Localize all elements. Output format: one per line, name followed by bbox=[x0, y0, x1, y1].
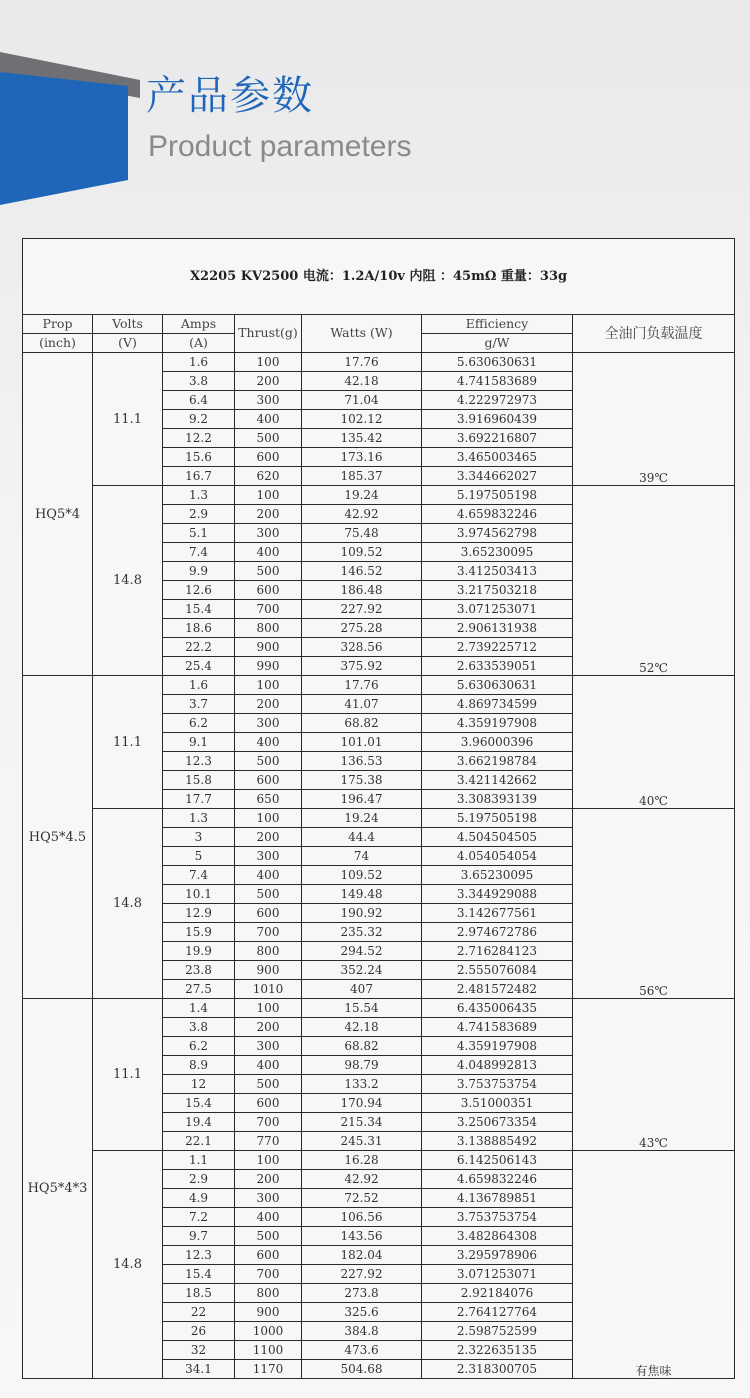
thrust-cell: 500 bbox=[235, 885, 302, 904]
thrust-cell: 200 bbox=[235, 505, 302, 524]
thrust-cell: 600 bbox=[235, 771, 302, 790]
efficiency-cell: 2.598752599 bbox=[422, 1322, 573, 1341]
thrust-cell: 200 bbox=[235, 828, 302, 847]
watts-cell: 109.52 bbox=[302, 866, 422, 885]
watts-cell: 185.37 bbox=[302, 467, 422, 486]
amps-cell: 19.9 bbox=[163, 942, 235, 961]
col-header-watts: Watts (W) bbox=[302, 315, 422, 353]
thrust-cell: 300 bbox=[235, 847, 302, 866]
efficiency-cell: 3.692216807 bbox=[422, 429, 573, 448]
watts-cell: 42.92 bbox=[302, 1170, 422, 1189]
efficiency-cell: 3.974562798 bbox=[422, 524, 573, 543]
temperature-cell: 有焦味 bbox=[573, 1151, 735, 1379]
thrust-cell: 100 bbox=[235, 999, 302, 1018]
watts-cell: 102.12 bbox=[302, 410, 422, 429]
watts-cell: 98.79 bbox=[302, 1056, 422, 1075]
thrust-cell: 300 bbox=[235, 714, 302, 733]
amps-cell: 18.6 bbox=[163, 619, 235, 638]
thrust-cell: 400 bbox=[235, 733, 302, 752]
watts-cell: 74 bbox=[302, 847, 422, 866]
efficiency-cell: 4.136789851 bbox=[422, 1189, 573, 1208]
efficiency-cell: 3.071253071 bbox=[422, 1265, 573, 1284]
thrust-cell: 400 bbox=[235, 866, 302, 885]
watts-cell: 235.32 bbox=[302, 923, 422, 942]
watts-cell: 146.52 bbox=[302, 562, 422, 581]
amps-cell: 22 bbox=[163, 1303, 235, 1322]
watts-cell: 143.56 bbox=[302, 1227, 422, 1246]
volts-cell: 14.8 bbox=[93, 486, 163, 676]
col-header-amps-unit: (A) bbox=[163, 334, 235, 353]
watts-cell: 109.52 bbox=[302, 543, 422, 562]
efficiency-cell: 2.92184076 bbox=[422, 1284, 573, 1303]
efficiency-cell: 3.96000396 bbox=[422, 733, 573, 752]
col-header-prop: Prop bbox=[23, 315, 93, 334]
watts-cell: 227.92 bbox=[302, 600, 422, 619]
table-row bbox=[23, 353, 735, 372]
watts-cell: 384.8 bbox=[302, 1322, 422, 1341]
efficiency-cell: 3.65230095 bbox=[422, 866, 573, 885]
thrust-cell: 1100 bbox=[235, 1341, 302, 1360]
thrust-cell: 100 bbox=[235, 809, 302, 828]
thrust-cell: 200 bbox=[235, 695, 302, 714]
header-decoration bbox=[0, 0, 140, 210]
thrust-cell: 900 bbox=[235, 1303, 302, 1322]
volts-cell: 11.1 bbox=[93, 353, 163, 486]
thrust-cell: 100 bbox=[235, 1151, 302, 1170]
amps-cell: 2.9 bbox=[163, 1170, 235, 1189]
watts-cell: 294.52 bbox=[302, 942, 422, 961]
motor-spec-line: X2205 KV2500 电流：1.2A/10v 内阻 ：45mΩ 重量：33g bbox=[23, 239, 735, 315]
watts-cell: 68.82 bbox=[302, 1037, 422, 1056]
thrust-cell: 400 bbox=[235, 410, 302, 429]
temperature-cell: 43℃ bbox=[573, 999, 735, 1151]
amps-cell: 23.8 bbox=[163, 961, 235, 980]
amps-cell: 18.5 bbox=[163, 1284, 235, 1303]
efficiency-cell: 4.659832246 bbox=[422, 1170, 573, 1189]
amps-cell: 3.8 bbox=[163, 1018, 235, 1037]
thrust-cell: 700 bbox=[235, 600, 302, 619]
thrust-cell: 800 bbox=[235, 1284, 302, 1303]
efficiency-cell: 5.197505198 bbox=[422, 809, 573, 828]
efficiency-cell: 2.633539051 bbox=[422, 657, 573, 676]
amps-cell: 3.7 bbox=[163, 695, 235, 714]
watts-cell: 135.42 bbox=[302, 429, 422, 448]
efficiency-cell: 3.753753754 bbox=[422, 1075, 573, 1094]
watts-cell: 17.76 bbox=[302, 353, 422, 372]
thrust-cell: 400 bbox=[235, 1056, 302, 1075]
watts-cell: 227.92 bbox=[302, 1265, 422, 1284]
efficiency-cell: 3.217503218 bbox=[422, 581, 573, 600]
efficiency-cell: 4.222972973 bbox=[422, 391, 573, 410]
efficiency-cell: 3.295978906 bbox=[422, 1246, 573, 1265]
efficiency-cell: 4.659832246 bbox=[422, 505, 573, 524]
efficiency-cell: 4.741583689 bbox=[422, 1018, 573, 1037]
watts-cell: 42.18 bbox=[302, 1018, 422, 1037]
thrust-cell: 300 bbox=[235, 391, 302, 410]
thrust-cell: 1170 bbox=[235, 1360, 302, 1379]
efficiency-cell: 4.359197908 bbox=[422, 1037, 573, 1056]
temperature-cell: 40℃ bbox=[573, 676, 735, 809]
thrust-cell: 1000 bbox=[235, 1322, 302, 1341]
efficiency-cell: 3.51000351 bbox=[422, 1094, 573, 1113]
watts-cell: 68.82 bbox=[302, 714, 422, 733]
watts-cell: 182.04 bbox=[302, 1246, 422, 1265]
thrust-cell: 100 bbox=[235, 676, 302, 695]
watts-cell: 407 bbox=[302, 980, 422, 999]
table-row bbox=[23, 1151, 735, 1170]
col-header-prop-unit: (inch) bbox=[23, 334, 93, 353]
thrust-cell: 400 bbox=[235, 543, 302, 562]
thrust-cell: 600 bbox=[235, 904, 302, 923]
amps-cell: 25.4 bbox=[163, 657, 235, 676]
amps-cell: 17.7 bbox=[163, 790, 235, 809]
thrust-cell: 200 bbox=[235, 372, 302, 391]
efficiency-cell: 3.138885492 bbox=[422, 1132, 573, 1151]
temperature-cell: 56℃ bbox=[573, 809, 735, 999]
efficiency-cell: 4.869734599 bbox=[422, 695, 573, 714]
efficiency-cell: 3.344929088 bbox=[422, 885, 573, 904]
efficiency-cell: 4.054054054 bbox=[422, 847, 573, 866]
thrust-cell: 1010 bbox=[235, 980, 302, 999]
amps-cell: 7.4 bbox=[163, 866, 235, 885]
amps-cell: 9.2 bbox=[163, 410, 235, 429]
thrust-cell: 300 bbox=[235, 1037, 302, 1056]
amps-cell: 15.9 bbox=[163, 923, 235, 942]
watts-cell: 101.01 bbox=[302, 733, 422, 752]
watts-cell: 170.94 bbox=[302, 1094, 422, 1113]
thrust-cell: 500 bbox=[235, 1227, 302, 1246]
parameters-table bbox=[22, 238, 735, 1379]
efficiency-cell: 3.071253071 bbox=[422, 600, 573, 619]
thrust-cell: 500 bbox=[235, 1075, 302, 1094]
amps-cell: 8.9 bbox=[163, 1056, 235, 1075]
temperature-cell: 39℃ bbox=[573, 353, 735, 486]
thrust-cell: 620 bbox=[235, 467, 302, 486]
thrust-cell: 200 bbox=[235, 1170, 302, 1189]
thrust-cell: 200 bbox=[235, 1018, 302, 1037]
table-row bbox=[23, 999, 735, 1018]
efficiency-cell: 6.435006435 bbox=[422, 999, 573, 1018]
efficiency-cell: 5.630630631 bbox=[422, 353, 573, 372]
watts-cell: 19.24 bbox=[302, 809, 422, 828]
efficiency-cell: 3.753753754 bbox=[422, 1208, 573, 1227]
amps-cell: 2.9 bbox=[163, 505, 235, 524]
efficiency-cell: 3.250673354 bbox=[422, 1113, 573, 1132]
efficiency-cell: 4.359197908 bbox=[422, 714, 573, 733]
amps-cell: 1.1 bbox=[163, 1151, 235, 1170]
watts-cell: 106.56 bbox=[302, 1208, 422, 1227]
amps-cell: 1.3 bbox=[163, 486, 235, 505]
amps-cell: 12.3 bbox=[163, 752, 235, 771]
efficiency-cell: 5.197505198 bbox=[422, 486, 573, 505]
thrust-cell: 800 bbox=[235, 942, 302, 961]
watts-cell: 328.56 bbox=[302, 638, 422, 657]
amps-cell: 19.4 bbox=[163, 1113, 235, 1132]
thrust-cell: 700 bbox=[235, 1113, 302, 1132]
thrust-cell: 770 bbox=[235, 1132, 302, 1151]
thrust-cell: 300 bbox=[235, 1189, 302, 1208]
watts-cell: 42.92 bbox=[302, 505, 422, 524]
table-row bbox=[23, 676, 735, 695]
efficiency-cell: 3.142677561 bbox=[422, 904, 573, 923]
thrust-cell: 900 bbox=[235, 638, 302, 657]
amps-cell: 1.4 bbox=[163, 999, 235, 1018]
watts-cell: 75.48 bbox=[302, 524, 422, 543]
amps-cell: 22.1 bbox=[163, 1132, 235, 1151]
watts-cell: 72.52 bbox=[302, 1189, 422, 1208]
watts-cell: 44.4 bbox=[302, 828, 422, 847]
amps-cell: 6.2 bbox=[163, 714, 235, 733]
volts-cell: 14.8 bbox=[93, 809, 163, 999]
thrust-cell: 400 bbox=[235, 1208, 302, 1227]
watts-cell: 473.6 bbox=[302, 1341, 422, 1360]
thrust-cell: 100 bbox=[235, 353, 302, 372]
col-header-amps: Amps bbox=[163, 315, 235, 334]
amps-cell: 15.8 bbox=[163, 771, 235, 790]
watts-cell: 133.2 bbox=[302, 1075, 422, 1094]
amps-cell: 10.1 bbox=[163, 885, 235, 904]
watts-cell: 275.28 bbox=[302, 619, 422, 638]
prop-name-cell: HQ5*4 bbox=[23, 353, 93, 676]
watts-cell: 273.8 bbox=[302, 1284, 422, 1303]
thrust-cell: 600 bbox=[235, 448, 302, 467]
col-header-volts: Volts bbox=[93, 315, 163, 334]
amps-cell: 12.2 bbox=[163, 429, 235, 448]
amps-cell: 5 bbox=[163, 847, 235, 866]
efficiency-cell: 5.630630631 bbox=[422, 676, 573, 695]
efficiency-cell: 2.318300705 bbox=[422, 1360, 573, 1379]
amps-cell: 12.9 bbox=[163, 904, 235, 923]
efficiency-cell: 3.308393139 bbox=[422, 790, 573, 809]
amps-cell: 15.6 bbox=[163, 448, 235, 467]
page-title-cn: 产品参数 bbox=[146, 73, 314, 119]
watts-cell: 196.47 bbox=[302, 790, 422, 809]
watts-cell: 352.24 bbox=[302, 961, 422, 980]
efficiency-cell: 2.906131938 bbox=[422, 619, 573, 638]
amps-cell: 27.5 bbox=[163, 980, 235, 999]
efficiency-cell: 3.482864308 bbox=[422, 1227, 573, 1246]
efficiency-cell: 4.504504505 bbox=[422, 828, 573, 847]
watts-cell: 42.18 bbox=[302, 372, 422, 391]
thrust-cell: 600 bbox=[235, 1094, 302, 1113]
amps-cell: 1.3 bbox=[163, 809, 235, 828]
thrust-cell: 100 bbox=[235, 486, 302, 505]
efficiency-cell: 3.662198784 bbox=[422, 752, 573, 771]
watts-cell: 136.53 bbox=[302, 752, 422, 771]
amps-cell: 9.1 bbox=[163, 733, 235, 752]
volts-cell: 11.1 bbox=[93, 676, 163, 809]
amps-cell: 3 bbox=[163, 828, 235, 847]
col-header-efficiency-unit: g/W bbox=[422, 334, 573, 353]
watts-cell: 504.68 bbox=[302, 1360, 422, 1379]
amps-cell: 7.4 bbox=[163, 543, 235, 562]
page-title-en: Product parameters bbox=[148, 130, 412, 163]
col-header-volts-unit: (V) bbox=[93, 334, 163, 353]
efficiency-cell: 3.421142662 bbox=[422, 771, 573, 790]
thrust-cell: 300 bbox=[235, 524, 302, 543]
efficiency-cell: 6.142506143 bbox=[422, 1151, 573, 1170]
amps-cell: 22.2 bbox=[163, 638, 235, 657]
amps-cell: 12.6 bbox=[163, 581, 235, 600]
thrust-cell: 650 bbox=[235, 790, 302, 809]
efficiency-cell: 3.344662027 bbox=[422, 467, 573, 486]
table-row bbox=[23, 486, 735, 505]
amps-cell: 9.9 bbox=[163, 562, 235, 581]
watts-cell: 190.92 bbox=[302, 904, 422, 923]
col-header-temperature: 全油门负载温度 bbox=[573, 315, 735, 353]
watts-cell: 245.31 bbox=[302, 1132, 422, 1151]
thrust-cell: 900 bbox=[235, 961, 302, 980]
watts-cell: 71.04 bbox=[302, 391, 422, 410]
watts-cell: 41.07 bbox=[302, 695, 422, 714]
amps-cell: 6.2 bbox=[163, 1037, 235, 1056]
watts-cell: 16.28 bbox=[302, 1151, 422, 1170]
watts-cell: 325.6 bbox=[302, 1303, 422, 1322]
watts-cell: 17.76 bbox=[302, 676, 422, 695]
prop-name-cell: HQ5*4*3 bbox=[23, 999, 93, 1379]
thrust-cell: 500 bbox=[235, 562, 302, 581]
watts-cell: 15.54 bbox=[302, 999, 422, 1018]
prop-name-cell: HQ5*4.5 bbox=[23, 676, 93, 999]
watts-cell: 186.48 bbox=[302, 581, 422, 600]
thrust-cell: 700 bbox=[235, 923, 302, 942]
col-header-thrust: Thrust(g) bbox=[235, 315, 302, 353]
efficiency-cell: 2.716284123 bbox=[422, 942, 573, 961]
thrust-cell: 500 bbox=[235, 752, 302, 771]
watts-cell: 173.16 bbox=[302, 448, 422, 467]
amps-cell: 5.1 bbox=[163, 524, 235, 543]
amps-cell: 1.6 bbox=[163, 353, 235, 372]
efficiency-cell: 2.555076084 bbox=[422, 961, 573, 980]
efficiency-cell: 2.974672786 bbox=[422, 923, 573, 942]
thrust-cell: 600 bbox=[235, 581, 302, 600]
thrust-cell: 500 bbox=[235, 429, 302, 448]
thrust-cell: 700 bbox=[235, 1265, 302, 1284]
amps-cell: 15.4 bbox=[163, 600, 235, 619]
amps-cell: 26 bbox=[163, 1322, 235, 1341]
amps-cell: 4.9 bbox=[163, 1189, 235, 1208]
amps-cell: 15.4 bbox=[163, 1265, 235, 1284]
amps-cell: 12 bbox=[163, 1075, 235, 1094]
efficiency-cell: 3.465003465 bbox=[422, 448, 573, 467]
thrust-cell: 600 bbox=[235, 1246, 302, 1265]
volts-cell: 14.8 bbox=[93, 1151, 163, 1379]
amps-cell: 9.7 bbox=[163, 1227, 235, 1246]
efficiency-cell: 2.481572482 bbox=[422, 980, 573, 999]
efficiency-cell: 2.764127764 bbox=[422, 1303, 573, 1322]
table-row bbox=[23, 809, 735, 828]
efficiency-cell: 2.322635135 bbox=[422, 1341, 573, 1360]
volts-cell: 11.1 bbox=[93, 999, 163, 1151]
amps-cell: 7.2 bbox=[163, 1208, 235, 1227]
thrust-cell: 990 bbox=[235, 657, 302, 676]
amps-cell: 32 bbox=[163, 1341, 235, 1360]
watts-cell: 175.38 bbox=[302, 771, 422, 790]
efficiency-cell: 4.741583689 bbox=[422, 372, 573, 391]
efficiency-cell: 3.916960439 bbox=[422, 410, 573, 429]
amps-cell: 16.7 bbox=[163, 467, 235, 486]
amps-cell: 12.3 bbox=[163, 1246, 235, 1265]
watts-cell: 375.92 bbox=[302, 657, 422, 676]
efficiency-cell: 3.412503413 bbox=[422, 562, 573, 581]
header-blue-shape bbox=[0, 72, 128, 205]
watts-cell: 215.34 bbox=[302, 1113, 422, 1132]
amps-cell: 1.6 bbox=[163, 676, 235, 695]
amps-cell: 3.8 bbox=[163, 372, 235, 391]
temperature-cell: 52℃ bbox=[573, 486, 735, 676]
efficiency-cell: 3.65230095 bbox=[422, 543, 573, 562]
amps-cell: 6.4 bbox=[163, 391, 235, 410]
watts-cell: 19.24 bbox=[302, 486, 422, 505]
watts-cell: 149.48 bbox=[302, 885, 422, 904]
amps-cell: 15.4 bbox=[163, 1094, 235, 1113]
col-header-efficiency: Efficiency bbox=[422, 315, 573, 334]
thrust-cell: 800 bbox=[235, 619, 302, 638]
amps-cell: 34.1 bbox=[163, 1360, 235, 1379]
efficiency-cell: 2.739225712 bbox=[422, 638, 573, 657]
efficiency-cell: 4.048992813 bbox=[422, 1056, 573, 1075]
